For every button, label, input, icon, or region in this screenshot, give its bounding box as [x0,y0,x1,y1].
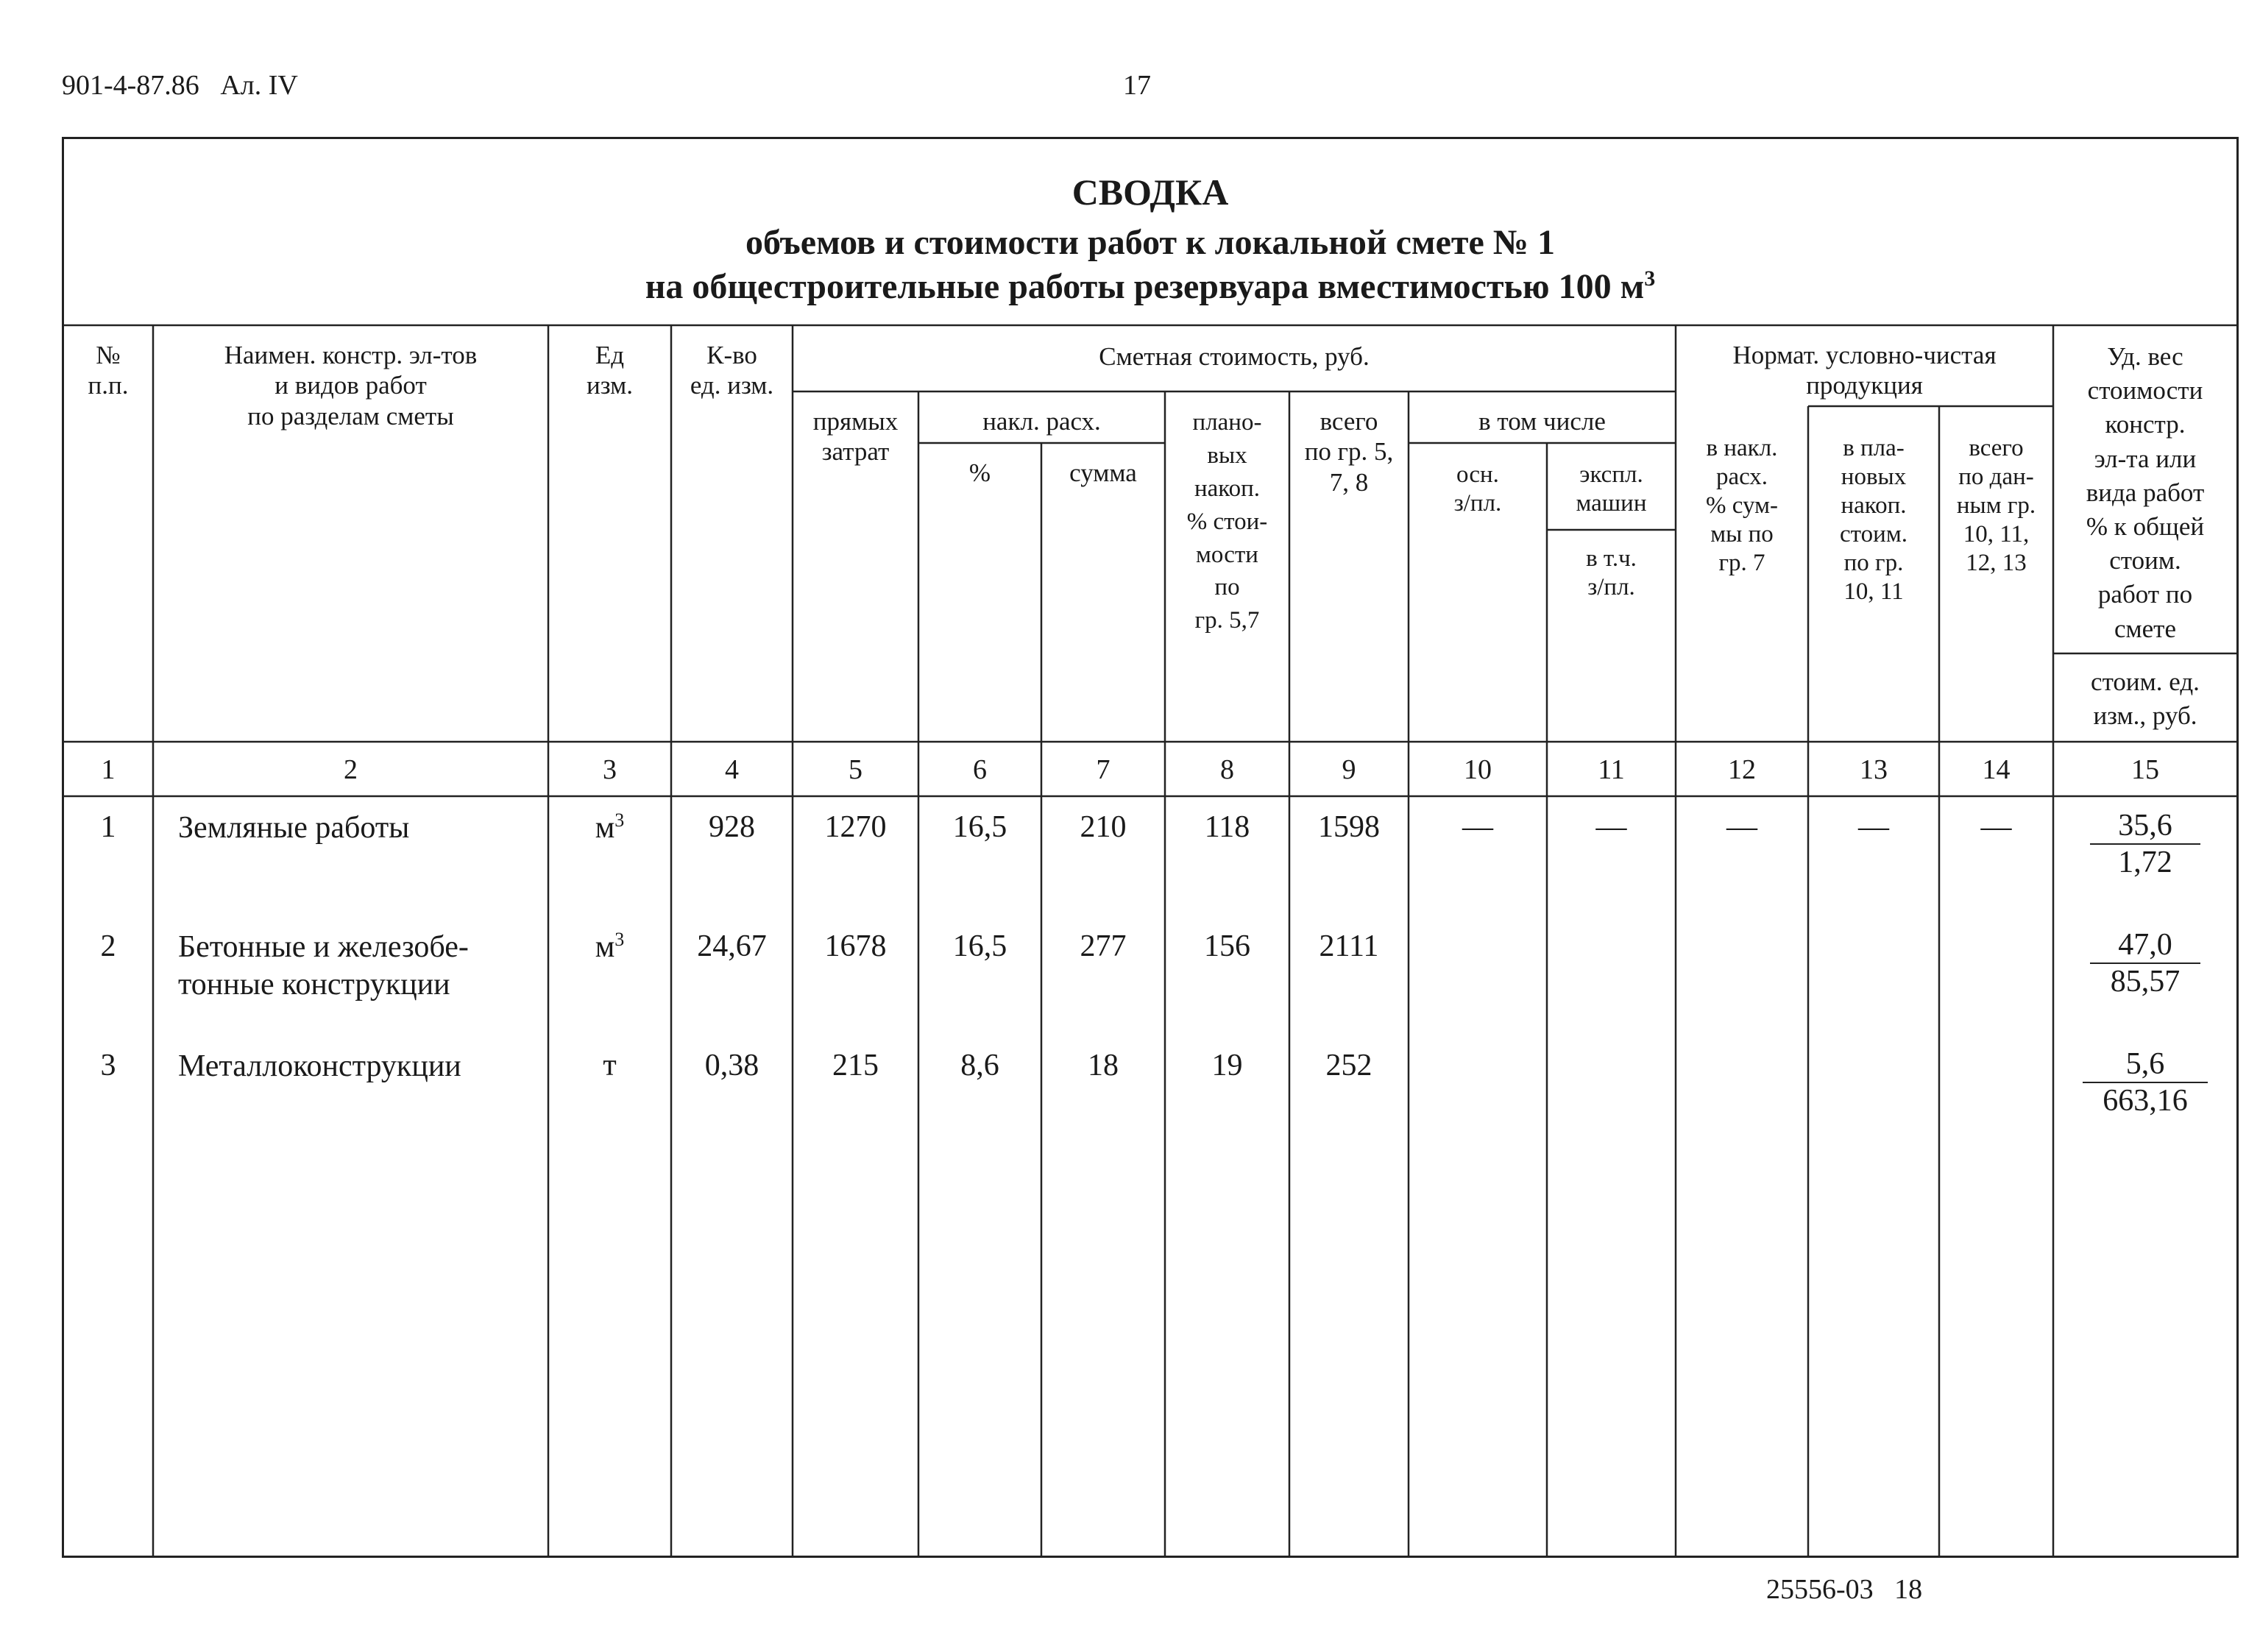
row-share-fraction [2090,927,2200,1000]
col-number: 2 [344,754,358,785]
col-header-norm-planned: в пла- новых накоп. стоим. по гр. 10, 11 [1840,435,1907,605]
row-num: 2 [100,929,116,963]
row-share-fraction [2083,1046,2208,1119]
row-unit: $м^3$ [595,929,625,964]
table-title: СВОДКА [1071,171,1229,213]
table-subtitle-2: на общестроительные работы резервуара вместимостью 100 $м^3$ [645,266,1656,306]
col-header-overhead-sum: сумма [1069,458,1137,487]
col-header-direct: прямых затрат [812,407,899,467]
page-number: 17 [1123,70,1151,101]
row-pct: 16,5 [952,929,1007,963]
col-number: 8 [1220,754,1234,785]
row-sum: 18 [1088,1049,1119,1082]
col-header-overhead-group: накл. расх. [982,407,1101,436]
row-sum: 277 [1080,929,1127,963]
row-pct: 8,6 [960,1049,999,1082]
col-number: 12 [1728,754,1756,785]
row-share: 5,6 [2083,1046,2208,1083]
row-total: 2111 [1319,929,1379,963]
row-unit-cost: 85,57 [2110,965,2181,999]
row-unit-cost: 1,72 [2118,846,2172,880]
col-header-norm-group: Нормат. условно-чистая продукция [1732,341,1997,400]
col-header-total: всего по гр. 5, 7, 8 [1304,407,1394,497]
row-name: Земляные работы [178,811,410,845]
row-qty: 0,38 [704,1049,759,1082]
row-sum: 210 [1080,810,1127,844]
row-c11: — [1595,810,1627,844]
col-header-base-wage: осн. з/пл. [1453,461,1502,517]
col-header-share: Уд. вес стоимости констр. эл-та или вида работ % к общей стоим. работ по смете [2086,342,2205,643]
row-direct: 1270 [824,810,887,844]
col-number: 1 [101,754,116,785]
col-number: 3 [603,754,617,785]
col-header-norm-overhead: в накл. расх. % сум- мы по гр. 7 [1706,435,1778,576]
row-unit-cost: 663,16 [2103,1084,2188,1119]
row-num: 1 [100,810,116,844]
row-share: 35,6 [2090,808,2200,845]
col-number: 15 [2131,754,2159,785]
table-subtitle: объемов и стоимости работ к локальной смете № 1 [745,223,1556,262]
col-number: 5 [849,754,862,785]
col-number: 11 [1598,754,1625,785]
row-num: 3 [100,1049,116,1082]
row-unit: $м^3$ [595,809,625,845]
col-header-cost-group: Сметная стоимость, руб. [1099,342,1370,371]
row-share: 47,0 [2090,927,2200,964]
col-number: 6 [973,754,987,785]
row-name: Бетонные и железобе- тонные конструкции [178,930,469,1002]
col-header-including: в том числе [1478,407,1606,436]
col-header-machines: экспл. машин [1576,461,1647,517]
row-unit: т [603,1049,617,1082]
row-direct: 215 [832,1049,879,1082]
col-header-planned: плано- вых накоп. % стои- мости по гр. 5,7 [1186,409,1268,634]
col-header-num: № п.п. [88,341,129,400]
col-number: 13 [1860,754,1888,785]
col-number: 7 [1096,754,1110,785]
doc-code: 901-4-87.86 Ал. IV [62,70,298,101]
col-header-unit: Ед изм. [587,341,633,400]
row-c13: — [1858,810,1889,844]
row-c14: — [1980,810,2012,844]
row-direct: 1678 [824,929,887,963]
row-qty: 24,67 [697,929,767,963]
row-planned: 156 [1204,929,1250,963]
row-share-fraction [2090,808,2200,881]
col-header-norm-total: всего по дан- ным гр. 10, 11, 12, 13 [1956,435,2036,576]
col-number: 10 [1464,754,1492,785]
col-number: 9 [1342,754,1356,785]
row-total: 252 [1325,1049,1372,1082]
col-header-overhead-pct: % [968,458,991,487]
row-total: 1598 [1318,810,1380,844]
row-qty: 928 [709,810,755,844]
col-header-qty: К-во ед. изм. [690,341,774,400]
col-header-machines-wage: в т.ч. з/пл. [1586,545,1637,600]
row-c10: — [1462,810,1493,844]
col-number: 4 [725,754,739,785]
col-header-name: Наимен. констр. эл-тов и видов работ по разделам сметы [224,341,478,430]
col-header-unit-cost: стоим. ед. изм., руб. [2091,667,2200,730]
row-c12: — [1726,810,1757,844]
footer-code: 25556-03 18 [1766,1574,1923,1605]
row-pct: 16,5 [952,810,1007,844]
col-number: 14 [1982,754,2011,785]
row-planned: 118 [1204,810,1250,844]
row-name: Металлоконструкции [178,1049,461,1083]
row-planned: 19 [1211,1049,1243,1082]
